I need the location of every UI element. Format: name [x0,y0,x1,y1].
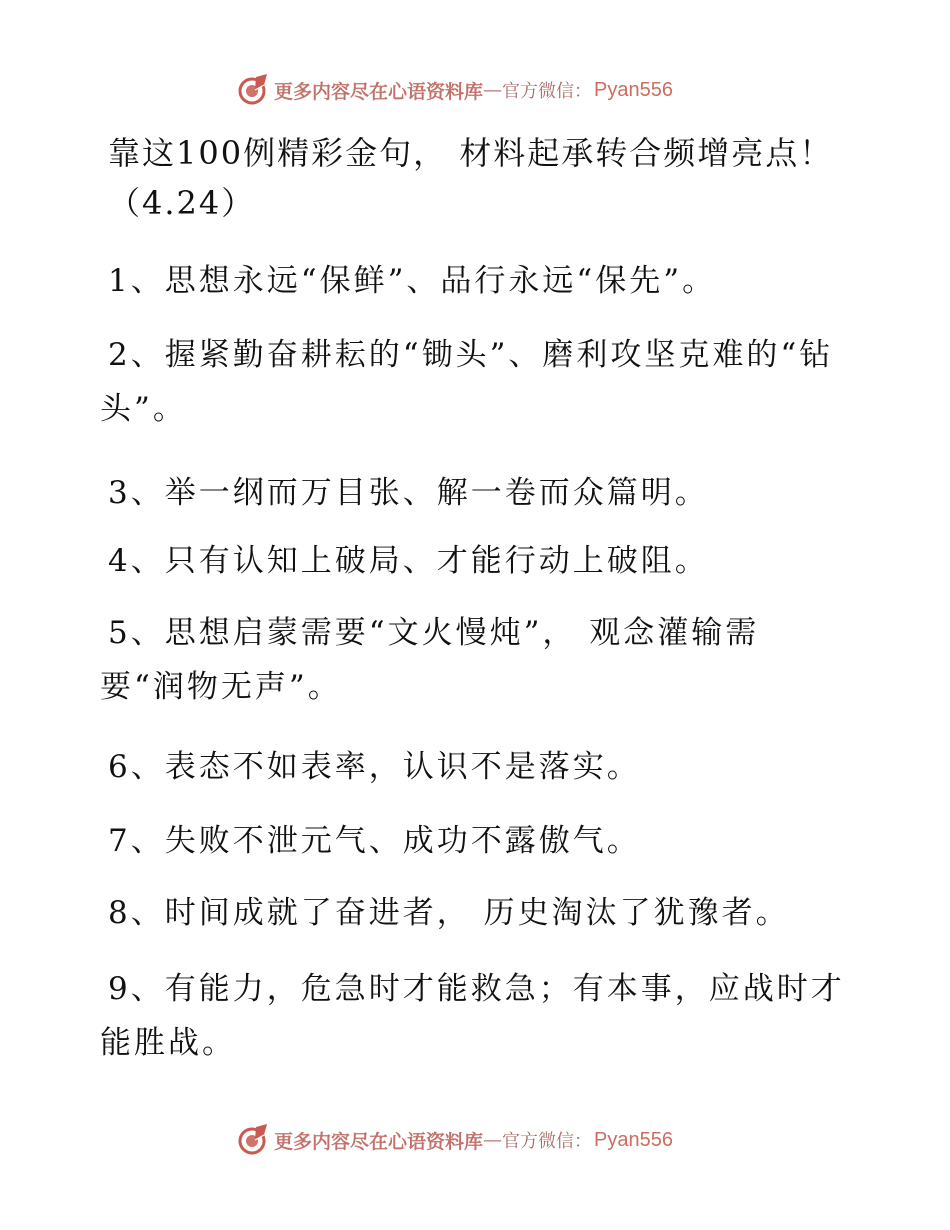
document-title: 靠这100例精彩金句， 材料起承转合频增亮点！（4.24） [108,134,834,222]
header-banner [236,72,673,108]
list-item: 8、时间成就了奋进者， 历史淘汰了犹豫者。 [108,895,790,931]
list-item: 2、握紧勤奋耕耘的“锄头”、磨利攻坚克难的“钻头”。 [100,337,834,427]
list-item: 7、失败不泄元气、成功不露傲气。 [108,823,641,859]
list-item: 4、只有认知上破局、才能行动上破阻。 [108,543,709,579]
banner-text: 更多内容尽在心语资料库 [274,80,484,103]
banner-label: 官方微信： [502,1131,593,1152]
list-item: 9、有能力，危急时才能救急；有本事，应战时才能胜战。 [100,971,845,1061]
banner-wechat-id: Pyan556 [594,1128,673,1151]
banner-text: 更多内容尽在心语资料库 [274,1130,484,1153]
list-item: 3、举一纲而万目张、解一卷而众篇明。 [108,475,709,511]
list-item: 6、表态不如表率，认识不是落实。 [108,749,641,785]
banner-wechat-id: Pyan556 [594,78,673,101]
list-item: 5、思想启蒙需要“文火慢炖”， 观念灌输需要“润物无声”。 [100,615,760,705]
pen-logo-icon [236,73,270,107]
footer-banner [236,1122,673,1158]
list-item: 1、思想永远“保鲜”、品行永远“保先”。 [108,263,717,299]
banner-label: 官方微信： [502,81,593,102]
banner-dash: — [483,79,503,101]
banner-dash: — [483,1129,503,1151]
pen-logo-icon [236,1123,270,1157]
